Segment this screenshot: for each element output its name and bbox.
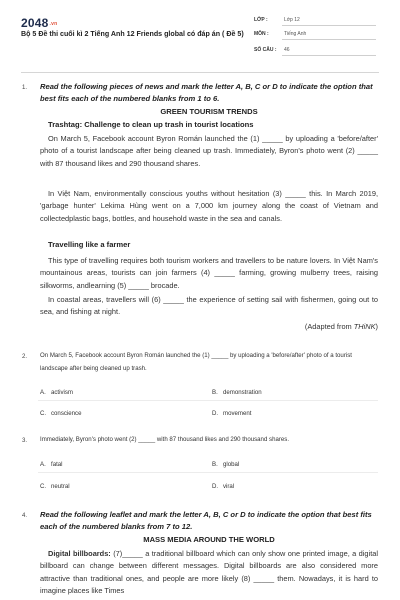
meta-value-subject: Tiếng Anh	[284, 31, 307, 37]
meta-underline	[282, 55, 376, 56]
article-subtitle: Trashtag: Challenge to clean up trash in tourist locations	[48, 120, 254, 129]
option-text: conscience	[51, 410, 82, 417]
option-text: neutral	[51, 483, 70, 490]
article-paragraph	[40, 133, 378, 170]
paragraph-lead: Digital billboards:	[48, 549, 111, 558]
option-divider	[38, 400, 378, 401]
logo-suffix: .vn	[49, 21, 58, 27]
question-number: 4.	[22, 512, 28, 519]
option-text: demonstration	[223, 389, 262, 396]
question-number: 1.	[22, 84, 28, 91]
meta-underline	[282, 25, 376, 26]
meta-value-class: Lớp 12	[284, 17, 300, 23]
option-letter: A.	[40, 389, 46, 396]
question-number: 3.	[22, 437, 28, 444]
option-divider	[38, 472, 378, 473]
article-paragraph	[40, 188, 378, 225]
meta-value-count: 46	[284, 47, 290, 53]
source-prefix: (Adapted from	[304, 322, 354, 331]
section-title: GREEN TOURISM TRENDS	[160, 107, 258, 116]
article-paragraph	[40, 294, 378, 319]
source-credit	[305, 322, 378, 331]
header-divider	[21, 72, 379, 73]
option-letter: B.	[212, 461, 218, 468]
article-paragraph	[40, 255, 378, 292]
source-name: THiNK	[353, 322, 376, 331]
option-letter: B.	[212, 389, 218, 396]
question-text: Immediately, Byron's photo went (2) _____ with 87 thousand likes and 290 thousand shares.	[40, 436, 290, 443]
paragraph-text: This type of travelling requires both tourism workers and travellers to be nature lovers. In Việt Nam's mountainous areas, tourists can join farmers (4) _____ farming, growing mulberry trees, raising silkworms, andlearning (5) _____ brocade.	[40, 256, 378, 290]
section-title: MASS MEDIA AROUND THE WORLD	[143, 535, 275, 544]
question-text: On March 5, Facebook account Byron Román launched the (1) _____ by uploading a 'before/after' photo of a tourist landscape after being cleaned up trash.	[40, 352, 352, 372]
question-number: 2.	[22, 353, 28, 360]
question-instruction: Read the following leaflet and mark the letter A, B, C or D to indicate the option that best fits each of the numbered blanks from 7 to 12.	[40, 510, 372, 531]
option-text: activism	[51, 389, 74, 396]
option-d[interactable]	[212, 483, 234, 490]
option-a[interactable]	[40, 461, 63, 468]
question-instruction: Read the following pieces of news and mark the letter A, B, C or D to indicate the option that best fits each of the numbered blanks from 1 to 6.	[40, 82, 373, 103]
logo-text: 2048	[21, 16, 49, 30]
option-d[interactable]	[212, 410, 251, 417]
option-a[interactable]	[40, 389, 73, 396]
option-letter: C.	[40, 483, 47, 490]
option-text: global	[223, 461, 240, 468]
option-text: movement	[223, 410, 252, 417]
paragraph-text: In coastal areas, travellers will (6) _____ the experience of setting sail with fishermen, going out to sea, and fishing at night.	[40, 295, 378, 317]
meta-underline	[282, 39, 376, 40]
option-c[interactable]	[40, 483, 70, 490]
option-letter: D.	[212, 410, 219, 417]
option-letter: D.	[212, 483, 219, 490]
option-letter: C.	[40, 410, 47, 417]
article-subtitle: Travelling like a farmer	[48, 240, 131, 249]
article-paragraph	[40, 548, 378, 598]
option-b[interactable]	[212, 461, 239, 468]
paragraph-text: (7)_____ a traditional billboard which can only show one printed image, a digital billboard can change between different messages. Digital billboards are also considered more attractive than traditional ones, and people are more likely (8) _____ them. Nowadays, it is hard to imagine places like Times	[40, 549, 378, 596]
option-letter: A.	[40, 461, 46, 468]
document-title: Bộ 5 Đề thi cuối kì 2 Tiếng Anh 12 Friends global có đáp án ( Đề 5)	[21, 30, 244, 38]
paragraph-text: On March 5, Facebook account Byron Román launched the (1) _____ by uploading a 'before/after' photo of a tourist landscape after being cleaned up trash. Immediately, Byron's photo went (2) _____ with 87 thousand likes and 290 thousand shares.	[40, 134, 378, 168]
option-b[interactable]	[212, 389, 262, 396]
meta-label-count: SỐ CÂU :	[254, 47, 277, 53]
site-logo[interactable]	[21, 16, 57, 30]
option-text: viral	[223, 483, 235, 490]
option-c[interactable]	[40, 410, 82, 417]
option-text: fatal	[51, 461, 63, 468]
meta-label-class: LỚP :	[254, 17, 268, 23]
source-suffix: )	[375, 322, 378, 331]
paragraph-text: In Việt Nam, environmentally conscious youths without hesitation (3) _____ this. In March 2019, 'garbage hunter' Lekima Hùng went on a 7,000 km journey along the coast of Vietnam and collectedplastic bags, bottles, and household waste in the sea and canals.	[40, 189, 378, 223]
document-header	[0, 0, 400, 66]
meta-label-subject: MÔN :	[254, 31, 269, 37]
